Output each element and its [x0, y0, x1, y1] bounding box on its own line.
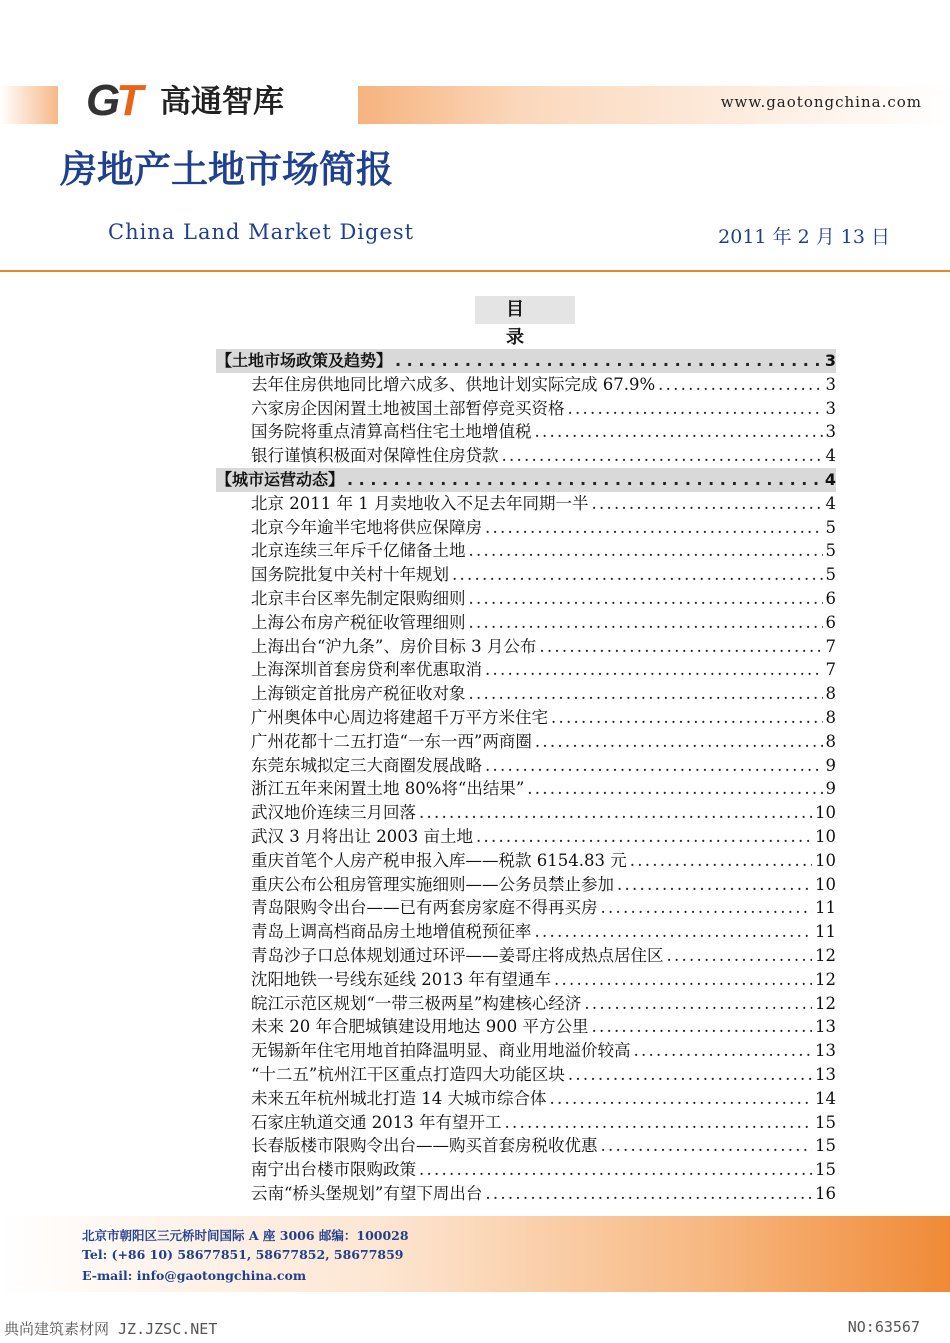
toc-leader-dots: [550, 1087, 813, 1111]
toc-page-number: 4: [824, 469, 836, 489]
toc-entry-label: 北京连续三年斥千亿储备土地: [251, 541, 466, 561]
toc-entry-label: 浙江五年来闲置土地 80%将“出结果”: [251, 779, 525, 799]
header-divider: [0, 270, 950, 272]
toc-entry[interactable]: [216, 373, 836, 397]
toc-entry-label: 上海锁定首批房产税征收对象: [251, 684, 466, 704]
footer-tel: Tel: (+86 10) 58677851, 58677852, 58677859: [82, 1247, 404, 1262]
toc-entry[interactable]: [216, 1063, 836, 1087]
toc-entry[interactable]: [216, 682, 836, 706]
toc-page-number: 15: [815, 1112, 836, 1132]
toc-entry[interactable]: [216, 563, 836, 587]
toc-entry[interactable]: [216, 730, 836, 754]
page-subtitle: China Land Market Digest: [108, 220, 415, 244]
toc-leader-dots: [535, 420, 823, 444]
toc-entry-label: 北京今年逾半宅地将供应保障房: [251, 517, 482, 537]
toc-leader-dots: [591, 1015, 812, 1039]
toc-page-number: 10: [815, 826, 836, 846]
toc-entry-label: 石家庄轨道交通 2013 年有望开工: [251, 1112, 502, 1132]
toc-page-number: 12: [815, 969, 836, 989]
toc-entry[interactable]: [216, 1158, 836, 1182]
toc-entry[interactable]: [216, 1111, 836, 1135]
toc-leader-dots: [535, 920, 813, 944]
toc-entry-label: 长春版楼市限购令出台——购买首套房税收优惠: [251, 1136, 598, 1156]
toc-entry[interactable]: [216, 635, 836, 659]
toc-section[interactable]: [216, 468, 836, 492]
watermark-site: 典尚建筑素材网 JZ.JZSC.NET: [4, 1320, 218, 1338]
toc-entry-label: 国务院将重点清算高档住宅土地增值税: [251, 422, 532, 442]
toc-page-number: 11: [815, 922, 836, 942]
toc-entry-label: 武汉 3 月将出让 2003 亩土地: [251, 826, 473, 846]
toc-page-number: 3: [824, 351, 836, 370]
toc-page-number: 6: [825, 588, 836, 608]
toc-entry[interactable]: [216, 658, 836, 682]
toc-entry[interactable]: [216, 1087, 836, 1111]
toc-entry[interactable]: [216, 754, 836, 778]
toc-leader-dots: [347, 468, 822, 492]
toc-page-number: 10: [815, 803, 836, 823]
toc-page-number: 4: [825, 493, 836, 513]
toc-section[interactable]: [216, 349, 836, 373]
toc-entry[interactable]: [216, 777, 836, 801]
toc-page-number: 5: [825, 517, 836, 537]
toc-entry[interactable]: [216, 397, 836, 421]
toc-page-number: 6: [825, 612, 836, 632]
toc-section-label: 【土地市场政策及趋势】: [216, 351, 393, 370]
toc-entry-label: 青岛沙子口总体规划通过环评——姜哥庄将成热点居住区: [251, 945, 664, 965]
page-title: 房地产土地市场简报: [60, 148, 393, 191]
toc-entry[interactable]: [216, 1182, 836, 1206]
toc-entry-label: 云南“桥头堡规划”有望下周出台: [251, 1183, 483, 1203]
toc-page-number: 13: [815, 1064, 836, 1084]
toc-page-number: 3: [825, 398, 836, 418]
footer-address: 北京市朝阳区三元桥时间国际 A 座 3006 邮编：100028: [82, 1228, 409, 1243]
toc-entry-label: 北京丰台区率先制定限购细则: [251, 588, 466, 608]
toc-leader-dots: [419, 1158, 812, 1182]
toc-entry-label: 沈阳地铁一号线东延线 2013 年有望通车: [251, 969, 551, 989]
toc-entry-label: 上海出台“沪九条”、房价目标 3 月公布: [251, 636, 537, 656]
toc-leader-dots: [419, 801, 812, 825]
toc-section-label: 【城市运营动态】: [216, 469, 345, 489]
toc-entry[interactable]: [216, 896, 836, 920]
toc-title: 目 录: [475, 296, 575, 324]
toc-entry[interactable]: [216, 1039, 836, 1063]
toc-leader-dots: [469, 682, 823, 706]
toc-entry[interactable]: [216, 944, 836, 968]
toc-entry[interactable]: [216, 992, 836, 1016]
toc-leader-dots: [452, 563, 823, 587]
toc-page-number: 11: [815, 898, 836, 918]
toc-page-number: 9: [825, 779, 836, 799]
toc-leader-dots: [630, 849, 812, 873]
toc-page-number: 9: [825, 755, 836, 775]
toc-leader-dots: [485, 1182, 812, 1206]
toc-entry-label: 无锡新年住宅用地首拍降温明显、商业用地溢价较高: [251, 1041, 631, 1061]
website-link[interactable]: www.gaotongchina.com: [720, 93, 922, 111]
toc-leader-dots: [658, 373, 822, 397]
toc-page-number: 10: [815, 874, 836, 894]
toc-entry-label: 武汉地价连续三月回落: [251, 803, 416, 823]
toc-entry-label: 未来五年杭州城北打造 14 大城市综合体: [251, 1088, 547, 1108]
toc-leader-dots: [551, 706, 823, 730]
toc-page-number: 15: [815, 1136, 836, 1156]
toc-page-number: 4: [825, 446, 836, 466]
toc-leader-dots: [634, 1039, 813, 1063]
toc-entry-label: 东莞东城拟定三大商圈发展战略: [251, 755, 482, 775]
toc-leader-dots: [667, 944, 813, 968]
logo-mark: GT: [86, 76, 140, 125]
toc-leader-dots: [469, 539, 823, 563]
toc-entry[interactable]: [216, 873, 836, 897]
toc-leader-dots: [504, 1111, 812, 1135]
toc-page-number: 13: [815, 1041, 836, 1061]
toc-leader-dots: [554, 968, 812, 992]
toc-entry[interactable]: [216, 849, 836, 873]
toc-leader-dots: [485, 516, 823, 540]
toc-entry-label: 重庆首笔个人房产税申报入库——税款 6154.83 元: [251, 850, 627, 870]
toc-leader-dots: [601, 1134, 813, 1158]
toc-entry-label: 银行谨慎积极面对保障性住房贷款: [251, 446, 499, 466]
toc-entry[interactable]: [216, 492, 836, 516]
toc-entry-label: 南宁出台楼市限购政策: [251, 1160, 416, 1180]
toc-page-number: 10: [815, 850, 836, 870]
toc-leader-dots: [469, 611, 823, 635]
table-of-contents: [216, 349, 836, 1206]
toc-page-number: 8: [825, 684, 836, 704]
toc-entry-label: 皖江示范区规划“一带三极两星”构建核心经济: [251, 993, 582, 1013]
toc-leader-dots: [469, 587, 823, 611]
toc-leader-dots: [584, 992, 812, 1016]
toc-entry-label: 六家房企因闲置土地被国土部暂停竞买资格: [251, 398, 565, 418]
logo-name: 高通智库: [160, 84, 284, 120]
toc-leader-dots: [527, 777, 822, 801]
toc-leader-dots: [502, 444, 823, 468]
toc-entry-label: 国务院批复中关村十年规划: [251, 565, 449, 585]
toc-entry[interactable]: [216, 1015, 836, 1039]
toc-entry-label: 去年住房供地同比增六成多、供地计划实际完成 67.9%: [251, 374, 656, 394]
logo: [58, 72, 358, 130]
toc-leader-dots: [485, 754, 823, 778]
toc-entry[interactable]: [216, 420, 836, 444]
toc-entry[interactable]: [216, 1134, 836, 1158]
toc-leader-dots: [601, 896, 813, 920]
toc-entry-label: “十二五”杭州江干区重点打造四大功能区块: [251, 1064, 565, 1084]
toc-entry[interactable]: [216, 539, 836, 563]
toc-page-number: 7: [825, 636, 836, 656]
toc-page-number: 16: [815, 1183, 836, 1203]
toc-entry[interactable]: [216, 825, 836, 849]
toc-page-number: 15: [815, 1160, 836, 1180]
toc-leader-dots: [395, 349, 822, 373]
toc-page-number: 3: [825, 422, 836, 442]
toc-entry[interactable]: [216, 611, 836, 635]
toc-leader-dots: [568, 1063, 812, 1087]
toc-leader-dots: [568, 397, 823, 421]
toc-entry-label: 上海深圳首套房贷利率优惠取消: [251, 660, 482, 680]
toc-entry-label: 广州花都十二五打造“一东一西”两商圈: [251, 731, 532, 751]
toc-leader-dots: [591, 492, 822, 516]
toc-entry-label: 未来 20 年合肥城镇建设用地达 900 平方公里: [251, 1017, 589, 1037]
toc-entry[interactable]: [216, 516, 836, 540]
toc-entry[interactable]: [216, 968, 836, 992]
toc-entry[interactable]: [216, 444, 836, 468]
toc-page-number: 14: [815, 1088, 836, 1108]
toc-entry-label: 重庆公布公租房管理实施细则——公务员禁止参加: [251, 874, 614, 894]
toc-entry-label: 青岛限购令出台——已有两套房家庭不得再买房: [251, 898, 598, 918]
toc-entry-label: 北京 2011 年 1 月卖地收入不足去年同期一半: [251, 493, 589, 513]
toc-leader-dots: [476, 825, 812, 849]
toc-leader-dots: [535, 730, 823, 754]
toc-page-number: 3: [825, 374, 836, 394]
toc-page-number: 12: [815, 945, 836, 965]
issue-date: 2011 年 2 月 13 日: [718, 226, 890, 248]
toc-entry-label: 青岛上调高档商品房土地增值税预征率: [251, 922, 532, 942]
toc-page-number: 5: [825, 565, 836, 585]
toc-page-number: 8: [825, 731, 836, 751]
toc-page-number: 8: [825, 707, 836, 727]
toc-page-number: 13: [815, 1017, 836, 1037]
toc-entry-label: 广州奥体中心周边将建超千万平方米住宅: [251, 707, 548, 727]
toc-page-number: 12: [815, 993, 836, 1013]
toc-page-number: 7: [825, 660, 836, 680]
toc-entry[interactable]: [216, 801, 836, 825]
toc-leader-dots: [539, 635, 822, 659]
toc-entry-label: 上海公布房产税征收管理细则: [251, 612, 466, 632]
toc-leader-dots: [617, 873, 812, 897]
footer-email[interactable]: E-mail: info@gaotongchina.com: [82, 1268, 307, 1283]
toc-entry[interactable]: [216, 920, 836, 944]
toc-entry[interactable]: [216, 706, 836, 730]
toc-leader-dots: [485, 658, 823, 682]
toc-page-number: 5: [825, 541, 836, 561]
toc-entry[interactable]: [216, 587, 836, 611]
watermark-number: NO:63567: [847, 1318, 920, 1336]
